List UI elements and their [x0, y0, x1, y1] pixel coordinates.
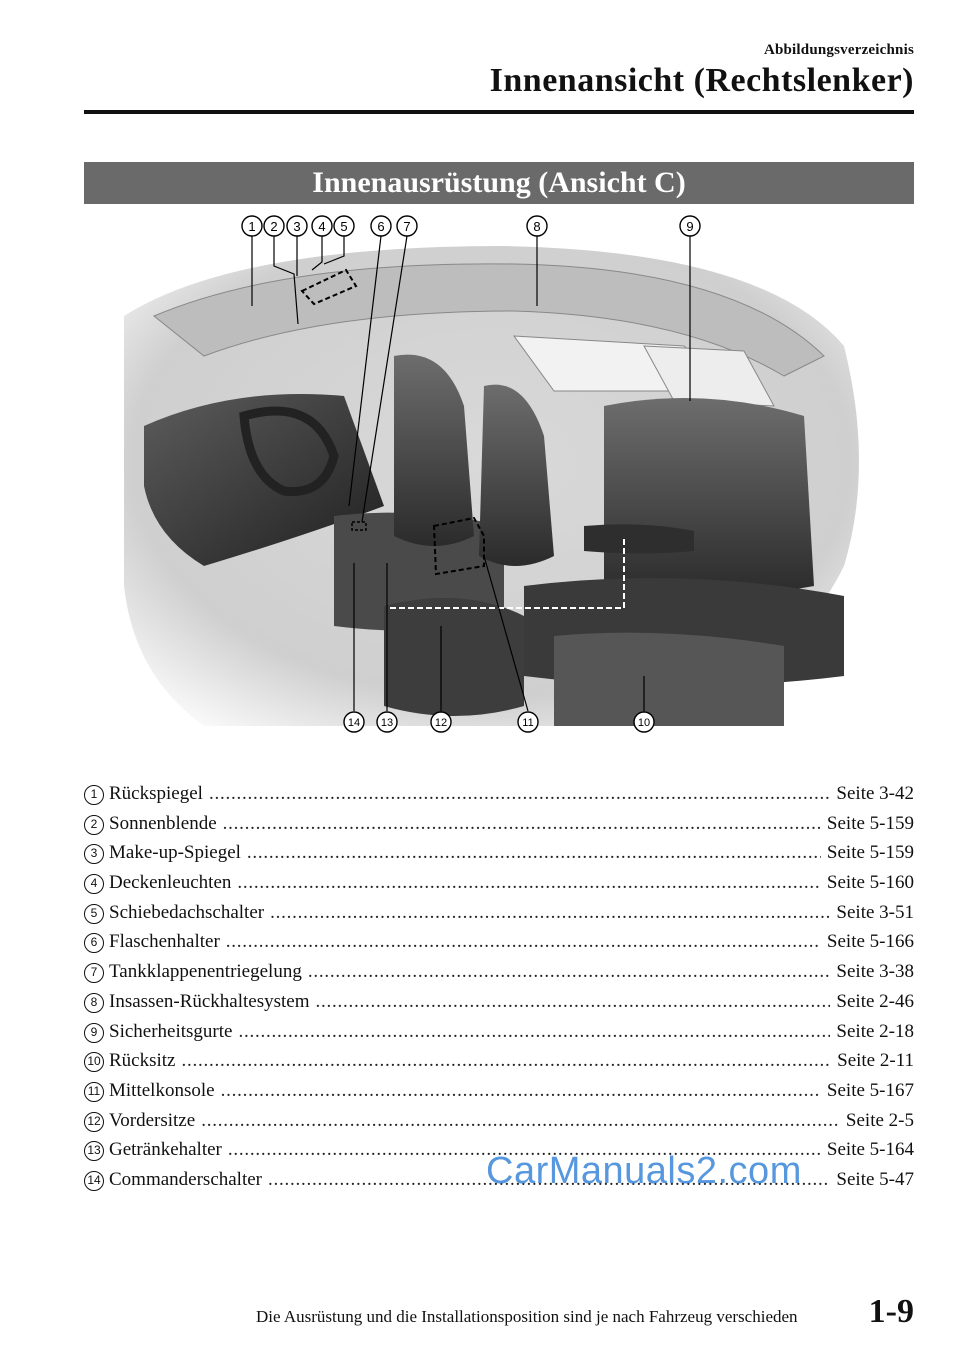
- svg-text:6: 6: [377, 219, 385, 234]
- callout-7: [397, 216, 417, 236]
- item-number-badge: 6: [84, 933, 104, 953]
- dot-leader: [270, 898, 830, 928]
- dot-leader: [209, 779, 830, 809]
- item-label: Vordersitze: [109, 1109, 196, 1131]
- door-panel: [554, 633, 784, 726]
- item-page-ref[interactable]: Seite 3-42: [836, 783, 914, 804]
- dot-leader: [238, 1017, 830, 1047]
- svg-text:10: 10: [637, 717, 651, 729]
- svg-text:2: 2: [270, 219, 278, 234]
- item-label: Insassen-Rückhaltesystem: [109, 990, 310, 1012]
- item-number-badge: 2: [84, 815, 104, 835]
- dot-leader: [247, 838, 821, 868]
- index-row[interactable]: [84, 1106, 914, 1136]
- item-label: Tankklappenentriegelung: [109, 961, 302, 983]
- item-label: Sonnenblende: [109, 812, 217, 834]
- index-row[interactable]: [84, 1046, 914, 1076]
- header-kicker: Abbildungsverzeichnis: [763, 42, 914, 58]
- item-number-badge: 11: [84, 1082, 104, 1102]
- callout-4: [312, 216, 332, 236]
- item-page-ref[interactable]: Seite 5-167: [826, 1079, 914, 1101]
- item-label: Commanderschalter: [109, 1168, 263, 1190]
- dot-leader: [226, 927, 821, 957]
- svg-text:13: 13: [380, 717, 394, 729]
- item-label: Getränkehalter: [109, 1139, 222, 1161]
- rear-armrest: [584, 524, 694, 553]
- callout-13: [377, 712, 397, 732]
- item-page-ref[interactable]: Seite 5-159: [826, 842, 914, 864]
- index-row[interactable]: [84, 957, 914, 987]
- page-title: Innenansicht (Rechtslenker): [489, 62, 914, 99]
- dot-leader: [221, 1076, 821, 1106]
- index-row[interactable]: [84, 838, 914, 868]
- dot-leader: [201, 1106, 840, 1136]
- item-page-ref[interactable]: Seite 5-47: [836, 1168, 914, 1190]
- callout-2: [264, 216, 284, 236]
- svg-text:12: 12: [434, 717, 448, 729]
- callout-8: [527, 216, 547, 236]
- index-row[interactable]: [84, 987, 914, 1017]
- item-page-ref[interactable]: Seite 3-38: [836, 961, 914, 983]
- item-number-badge: 10: [84, 1052, 104, 1072]
- index-row[interactable]: [84, 898, 914, 928]
- section-title-bar: Innenausrüstung (Ansicht C): [84, 162, 914, 204]
- item-label: Make-up-Spiegel: [109, 842, 241, 864]
- rear-seat-back: [604, 398, 814, 596]
- svg-text:4: 4: [318, 219, 326, 234]
- svg-text:7: 7: [403, 219, 411, 234]
- item-page-ref[interactable]: Seite 2-46: [836, 990, 914, 1012]
- item-page-ref[interactable]: Seite 5-160: [826, 872, 914, 894]
- svg-text:1: 1: [248, 219, 256, 234]
- item-number-badge: 4: [84, 874, 104, 894]
- component-index-list: [84, 779, 914, 1195]
- index-row[interactable]: [84, 868, 914, 898]
- item-label: Flaschenhalter: [109, 931, 220, 953]
- item-page-ref[interactable]: Seite 5-166: [826, 931, 914, 953]
- item-page-ref[interactable]: Seite 2-11: [837, 1050, 914, 1072]
- callout-5: [334, 216, 354, 236]
- dot-leader: [237, 868, 821, 898]
- item-label: Rückspiegel: [109, 783, 203, 804]
- item-page-ref[interactable]: Seite 2-5: [845, 1109, 914, 1131]
- callout-1: [242, 216, 262, 236]
- item-number-badge: 3: [84, 844, 104, 864]
- interior-figure: [84, 206, 914, 746]
- index-row[interactable]: [84, 809, 914, 839]
- item-label: Mittelkonsole: [109, 1079, 215, 1101]
- dot-leader: [308, 957, 831, 987]
- item-page-ref[interactable]: Seite 5-159: [826, 812, 914, 834]
- svg-text:3: 3: [293, 219, 301, 234]
- item-number-badge: 8: [84, 993, 104, 1013]
- callout-11: [518, 712, 538, 732]
- dot-leader: [316, 987, 831, 1017]
- svg-text:8: 8: [533, 219, 541, 234]
- index-row[interactable]: [84, 779, 914, 809]
- dot-leader: [182, 1046, 832, 1076]
- watermark: CarManuals2.com: [486, 1150, 802, 1192]
- item-number-badge: 14: [84, 1171, 104, 1191]
- callout-9: [680, 216, 700, 236]
- item-page-ref[interactable]: Seite 5-164: [826, 1139, 914, 1161]
- index-row[interactable]: [84, 1017, 914, 1047]
- index-row[interactable]: [84, 1076, 914, 1106]
- index-row[interactable]: [84, 927, 914, 957]
- item-number-badge: 5: [84, 904, 104, 924]
- item-page-ref[interactable]: Seite 2-18: [836, 1020, 914, 1042]
- item-number-badge: 13: [84, 1141, 104, 1161]
- interior-illustration: [84, 206, 914, 746]
- svg-text:11: 11: [522, 717, 534, 729]
- header-divider: [84, 110, 914, 114]
- svg-text:5: 5: [340, 219, 348, 234]
- callout-10: [634, 712, 654, 732]
- item-label: Rücksitz: [109, 1050, 176, 1072]
- svg-text:14: 14: [347, 717, 361, 729]
- item-number-badge: 12: [84, 1112, 104, 1132]
- callout-6: [371, 216, 391, 236]
- dot-leader: [223, 809, 821, 839]
- callout-14: [344, 712, 364, 732]
- callout-3: [287, 216, 307, 236]
- front-seat-cushion: [384, 598, 524, 716]
- item-label: Schiebedachschalter: [109, 901, 265, 923]
- footer-note: Die Ausrüstung und die Installationsposition sind je nach Fahrzeug verschieden: [256, 1307, 798, 1326]
- item-number-badge: 1: [84, 785, 104, 805]
- item-label: Sicherheitsgurte: [109, 1020, 233, 1042]
- item-number-badge: 7: [84, 963, 104, 983]
- top-callouts: [242, 216, 700, 236]
- page-number: 1-9: [868, 1293, 914, 1330]
- item-label: Deckenleuchten: [109, 872, 232, 894]
- callout-12: [431, 712, 451, 732]
- svg-text:9: 9: [686, 219, 694, 234]
- item-page-ref[interactable]: Seite 3-51: [836, 901, 914, 923]
- item-number-badge: 9: [84, 1023, 104, 1043]
